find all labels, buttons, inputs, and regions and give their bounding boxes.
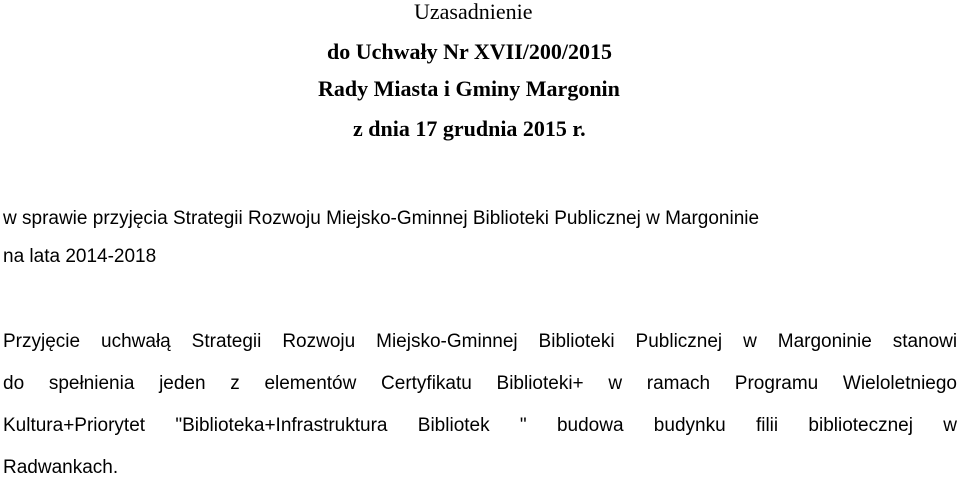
body-line-2: do spełnienia jeden z elementów Certyfikatu Biblioteki+ w ramach Programu Wieloletniego: [3, 373, 957, 394]
heading-title: Uzasadnienie: [414, 0, 533, 24]
heading-resolution-number: do Uchwały Nr XVII/200/2015: [327, 39, 613, 64]
justification-body: [3, 321, 957, 489]
heading-date: z dnia 17 grudnia 2015 r.: [353, 116, 586, 141]
subject-line-2: na lata 2014-2018: [3, 246, 157, 267]
resolution-subject: [3, 199, 957, 277]
heading-council-name: Rady Miasta i Gminy Margonin: [318, 76, 620, 101]
subject-line-1: w sprawie przyjęcia Strategii Rozwoju Miejsko-Gminnej Biblioteki Publicznej w Margoninie: [3, 208, 760, 229]
body-line-1: Przyjęcie uchwałą Strategii Rozwoju Miejsko-Gminnej Biblioteki Publicznej w Margoninie stanowi: [3, 331, 958, 352]
body-line-3: Kultura+Priorytet "Biblioteka+Infrastruktura Bibliotek " budowa budynku filii bibliotecznej w: [3, 415, 957, 436]
body-line-4: Radwankach.: [3, 457, 119, 478]
